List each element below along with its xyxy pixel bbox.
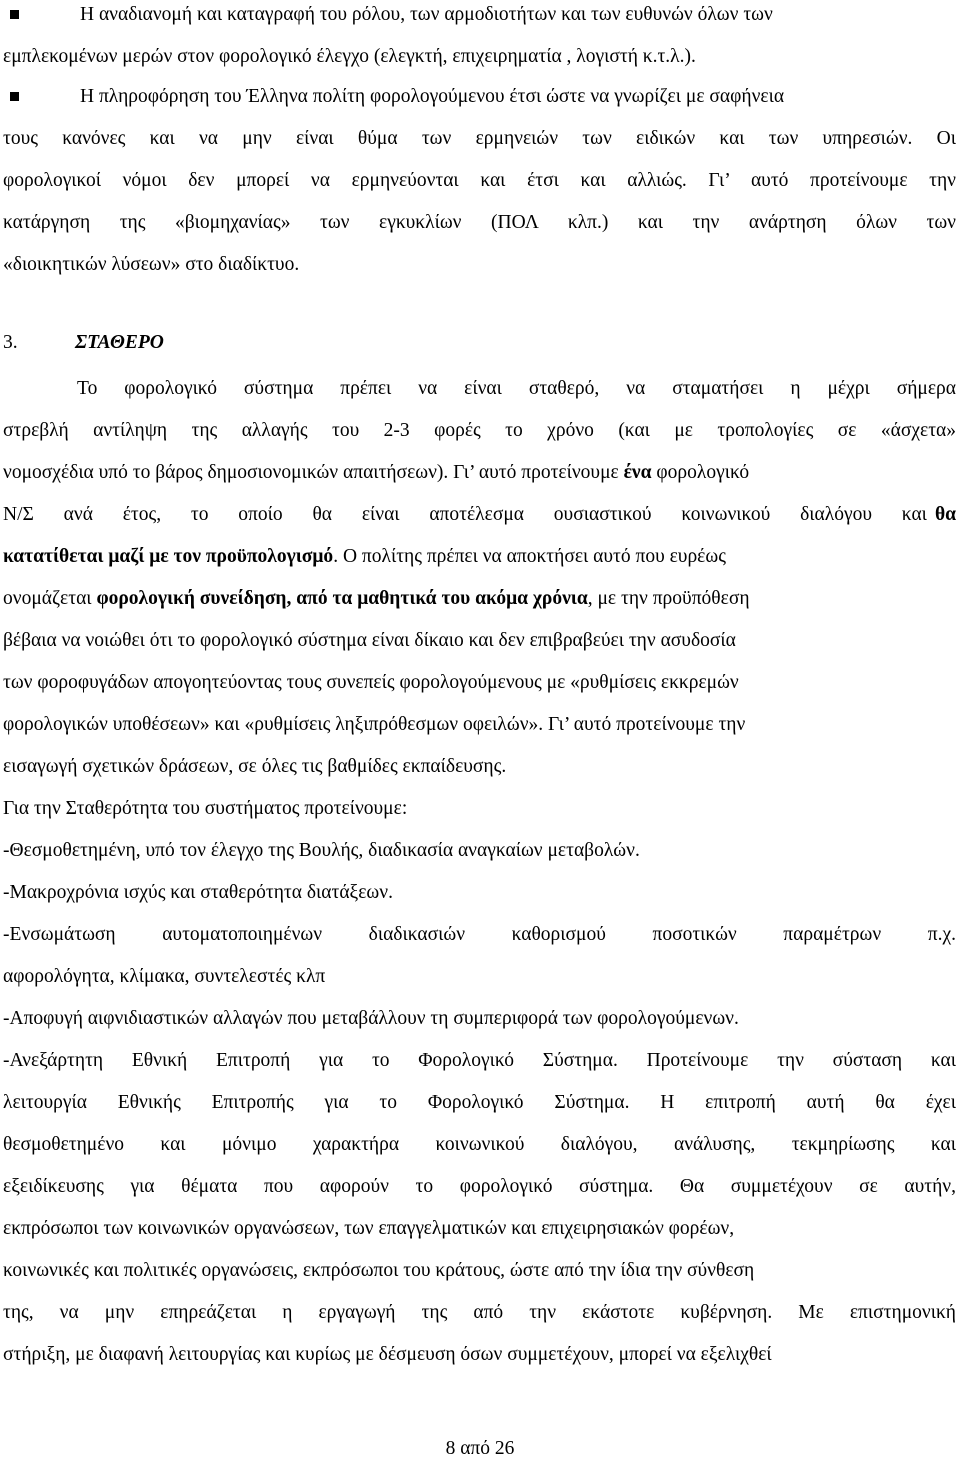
body-line-18: λειτουργία Εθνικής Επιτροπής για το Φορολογικό Σύστημα. Η επιτροπή αυτή θα έχει	[3, 1092, 956, 1113]
body-line-20: εξειδίκευσης για θέματα που αφορούν το φορολογικό σύστημα. Θα συμμετέχουν σε αυτήν,	[3, 1176, 956, 1197]
body-line-6-text: ονομάζεται	[3, 588, 92, 609]
body-line-7: βέβαια να νοιώθει ότι το φορολογικό σύστημα είναι δίκαιο και δεν επιβραβεύει την ασυδοσία	[3, 630, 736, 651]
bullet-1-line-1: Η αναδιανομή και καταγραφή του ρόλου, των αρμοδιοτήτων και των ευθυνών όλων των	[80, 4, 773, 25]
bullet-2-line-3: φορολογικοί νόμοι δεν μπορεί να ερμηνεύονται και έτσι και αλλιώς. Γι’ αυτό προτείνουμε την	[3, 170, 956, 191]
body-line-11: Για την Σταθερότητα του συστήματος προτείνουμε:	[3, 798, 408, 819]
square-bullet-icon	[10, 92, 19, 101]
body-line-4-bold: θα	[934, 504, 956, 525]
bullet-2-line-2: τους κανόνες και να μην είναι θύμα των ερμηνειών των ειδικών και των υπηρεσιών. Οι	[3, 128, 956, 149]
body-line-15: αφορολόγητα, κλίμακα, συντελεστές κλπ	[3, 966, 326, 987]
body-line-22: κοινωνικές και πολιτικές οργανώσεις, εκπρόσωποι του κράτους, ώστε από την ίδια την σύνθεση	[3, 1260, 755, 1281]
bullet-2-line-1: Η πληροφόρηση του Έλληνα πολίτη φορολογούμενου έτσι ώστε να γνωρίζει με σαφήνεια	[80, 86, 785, 107]
body-line-1: Το φορολογικό σύστημα πρέπει να είναι σταθερό, να σταματήσει η μέχρι σήμερα	[77, 378, 956, 399]
body-line-10: εισαγωγή σχετικών δράσεων, σε όλες τις βαθμίδες εκπαίδευσης.	[3, 756, 507, 777]
bullet-1-line-2: εμπλεκομένων μερών στον φορολογικό έλεγχο (ελεγκτή, επιχειρηματία , λογιστή κ.τ.λ.).	[3, 46, 696, 67]
body-line-6	[3, 586, 956, 612]
section-number: 3.	[3, 332, 18, 353]
body-line-17: -Ανεξάρτητη Εθνική Επιτροπή για το Φορολογικό Σύστημα. Προτείνουμε την σύσταση και	[3, 1050, 956, 1071]
body-line-5-text: . Ο πολίτης πρέπει να αποκτήσει αυτό που ευρέως	[333, 546, 726, 567]
body-line-5-bold: κατατίθεται μαζί με τον προϋπολογισμό	[3, 546, 334, 567]
body-line-2: στρεβλή αντίληψη της αλλαγής του 2-3 φορές το χρόνο (και με τροπολογίες σε «άσχετα»	[3, 420, 956, 441]
body-line-3-end: φορολογικό	[656, 462, 750, 483]
body-line-12: -Θεσμοθετημένη, υπό τον έλεγχο της Βουλής, διαδικασία αναγκαίων μεταβολών.	[3, 840, 640, 861]
body-line-16: -Αποφυγή αιφνιδιαστικών αλλαγών που μεταβάλλουν τη συμπεριφορά των φορολογούμενων.	[3, 1008, 739, 1029]
body-line-23: της, να μην επηρεάζεται η εργαγωγή της από την εκάστοτε κυβέρνηση. Με επιστημονική	[3, 1302, 956, 1323]
body-line-3	[3, 460, 956, 486]
body-line-4-text: Ν/Σ ανά έτος, το οποίο θα είναι αποτέλεσμα ουσιαστικού κοινωνικού διαλόγου και	[3, 504, 927, 525]
body-line-8: των φοροφυγάδων απογοητεύοντας τους συνεπείς φορολογούμενους με «ρυθμίσεις εκκρεμών	[3, 672, 739, 693]
section-title: ΣΤΑΘΕΡΟ	[75, 332, 164, 353]
square-bullet-icon	[10, 10, 19, 19]
body-line-4	[3, 502, 956, 528]
body-line-6-end: , με την προϋπόθεση	[587, 588, 750, 609]
page-number: 8 από 26	[445, 1438, 515, 1459]
body-line-3-text: νομοσχέδια υπό το βάρος δημοσιονομικών απαιτήσεων). Γι’ αυτό προτείνουμε	[3, 462, 619, 483]
body-line-9: φορολογικών υποθέσεων» και «ρυθμίσεις ληξιπρόθεσμων οφειλών». Γι’ αυτό προτείνουμε την	[3, 714, 746, 735]
bullet-2-line-5: «διοικητικών λύσεων» στο διαδίκτυο.	[3, 254, 300, 275]
body-line-19: θεσμοθετημένο και μόνιμο χαρακτήρα κοινωνικού διαλόγου, ανάλυσης, τεκμηρίωσης και	[3, 1134, 956, 1155]
body-line-3-bold: ένα	[623, 462, 652, 483]
body-line-6-bold: φορολογική συνείδηση, από τα μαθητικά του ακόμα χρόνια	[96, 588, 588, 609]
body-line-13: -Μακροχρόνια ισχύς και σταθερότητα διατάξεων.	[3, 882, 393, 903]
body-line-5	[3, 544, 956, 570]
body-line-14: -Ενσωμάτωση αυτοματοποιημένων διαδικασιών καθορισμού ποσοτικών παραμέτρων π.χ.	[3, 924, 956, 945]
bullet-2-line-4: κατάργηση της «βιομηχανίας» των εγκυκλίων (ΠΟΛ κλπ.) και την ανάρτηση όλων των	[3, 212, 956, 233]
body-line-21: εκπρόσωποι των κοινωνικών οργανώσεων, των επαγγελματικών και επιχειρησιακών φορέων,	[3, 1218, 735, 1239]
body-line-24: στήριξη, με διαφανή λειτουργίας και κυρίως με δέσμευση όσων συμμετέχουν, μπορεί να εξελιχθεί	[3, 1344, 772, 1365]
